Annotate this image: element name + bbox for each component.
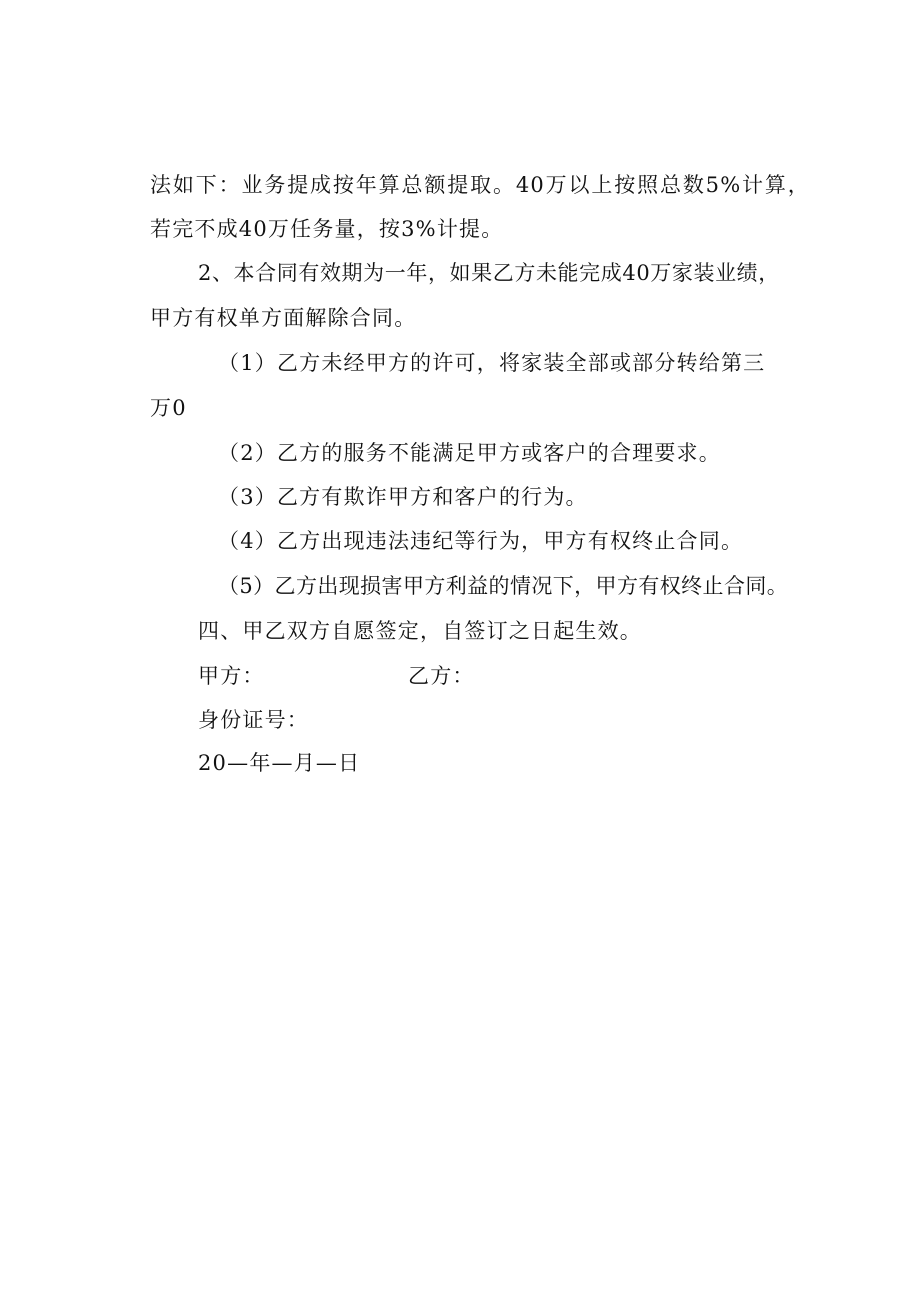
party-b-label: 乙方： xyxy=(408,664,475,688)
item-1-line-1: （1）乙方未经甲方的许可，将家装全部或部分转给第三 xyxy=(218,351,766,375)
item-1-line-2: 万0 xyxy=(150,396,187,420)
item-5: （5）乙方出现损害甲方利益的情况下，甲方有权终止合同。 xyxy=(218,574,789,598)
id-number-label: 身份证号： xyxy=(198,708,309,732)
item-3: （3）乙方有欺诈甲方和客户的行为。 xyxy=(218,485,588,509)
paragraph-2-line-1: 2、本合同有效期为一年，如果乙方未能完成40万家装业绩， xyxy=(198,261,780,285)
item-2: （2）乙方的服务不能满足甲方或客户的合理要求。 xyxy=(218,441,721,465)
paragraph-1-line-1: 法如下：业务提成按年算总额提取。40万以上按照总数5%计算， xyxy=(150,173,810,197)
paragraph-1-line-2: 若完不成40万任务量，按3%计提。 xyxy=(150,217,504,241)
section-four: 四、甲乙双方自愿签定，自签订之日起生效。 xyxy=(198,619,642,643)
paragraph-2-line-2: 甲方有权单方面解除合同。 xyxy=(150,306,417,330)
item-4: （4）乙方出现违法违纪等行为，甲方有权终止合同。 xyxy=(218,529,744,553)
signature-date: 20—年—月—日 xyxy=(198,751,361,775)
party-a-label: 甲方： xyxy=(198,664,265,688)
